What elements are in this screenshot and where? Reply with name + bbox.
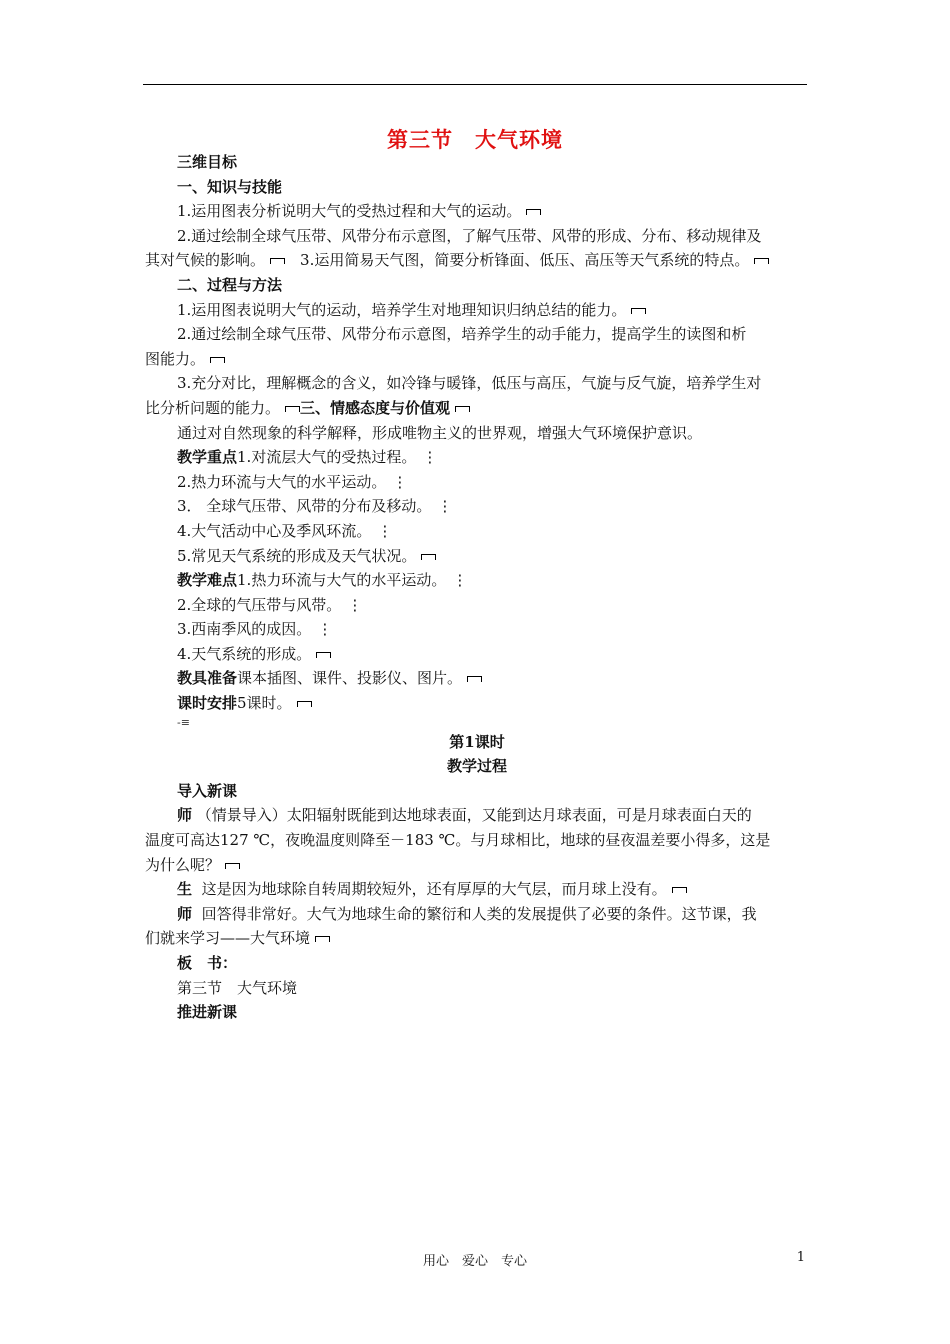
schedule-line: 课时安排5课时。 [145,691,809,716]
process-title: 教学过程 [446,757,507,776]
dots-icon: ⋮ [317,620,333,639]
dots-icon: ⋮ [377,521,393,540]
edit-mark-icon [315,936,330,942]
process-item-2: 2.通过绘制全球气压带、风带分布示意图，培养学生的动手能力，提高学生的读图和析 [177,325,747,344]
document-body [145,150,809,1025]
knowledge-item-2: 2.通过绘制全球气压带、风带分布示意图，了解气压带、风带的形成、分布、移动规律及 [177,226,762,245]
edit-mark-icon [297,701,312,707]
difficulty-4: 4.天气系统的形成。 [145,642,809,667]
dots-icon: ⋮ [422,448,438,467]
page-number: 1 [796,1250,805,1265]
goals-heading: 三维目标 [177,153,238,171]
process-item-3-cont: 比分析问题的能力。 三、情感态度与价值观 [145,396,809,421]
edit-mark-icon [270,258,285,264]
edit-mark-icon [285,406,300,412]
edit-mark-icon [754,258,769,264]
dots-icon: ⋮ [392,472,408,491]
knowledge-item-2-cont: 其对气候的影响。 3.运用简易天气图，简要分析锋面、低压、高压等天气系统的特点。 [145,248,809,273]
dots-icon: ⋮ [452,571,468,590]
difficulty-2: 2.全球的气压带与风带。 ⋮ [145,593,809,618]
edit-mark-icon [316,652,331,658]
student-speech: 生 这是因为地球除自转周期较短外，还有厚厚的大气层，而月球上没有。 [145,877,809,902]
process-item-3: 3.充分对比，理解概念的含义，如冷锋与暖锋，低压与高压，气旋与反气旋，培养学生对 [177,374,762,393]
header-rule [143,84,807,85]
key-point-4: 4.大气活动中心及季风环流。 ⋮ [145,519,809,544]
process-heading: 二、过程与方法 [177,275,283,294]
intro-heading: 导入新课 [177,781,238,800]
page-footer: 用心 爱心 专心 [422,1254,527,1269]
edit-mark-icon [421,554,436,560]
teacher-speech-2: 师 回答得非常好。大气为地球生命的繁衍和人类的发展提供了必要的条件。这节课，我 [177,904,757,923]
teacher-speech-cont-2: 为什么呢？ [145,853,809,878]
lesson-title: 第1课时 [449,732,505,751]
key-point-2: 2.热力环流与大气的水平运动。 ⋮ [145,470,809,495]
knowledge-heading: 一、知识与技能 [177,177,283,196]
board-text: 第三节 大气环境 [177,978,298,997]
edit-mark-icon [467,676,482,682]
edit-mark-icon [631,308,646,314]
edit-mark-icon [672,887,687,893]
difficulty-3: 3.西南季风的成因。 ⋮ [145,617,809,642]
edit-mark-icon [526,209,541,215]
edit-mark-icon [455,406,470,412]
teacher-speech-2-cont: 们就来学习——大气环境 [145,926,809,951]
dots-icon: ⋮ [437,497,453,516]
tools-line: 教具准备课本插图、课件、投影仪、图片。 [145,666,809,691]
edit-mark-icon [210,357,225,363]
key-point-3: 3． 全球气压带、风带的分布及移动。 ⋮ [145,494,809,519]
board-label: 板 书： [177,954,238,972]
edit-mark-icon [225,863,240,869]
emotion-item-1: 通过对自然现象的科学解释，形成唯物主义的世界观，增强大气环境保护意识。 [177,423,703,442]
teacher-speech-cont-1: 温度可高达127 ℃，夜晚温度则降至－183 ℃。与月球相比，地球的昼夜温差要小得多，这是 [145,831,771,850]
small-mark: -≡ [177,715,190,729]
process-item-1: 1.运用图表说明大气的运动，培养学生对地理知识归纳总结的能力。 [145,298,809,323]
emotion-heading: 三、情感态度与价值观 [300,398,451,417]
key-point-5: 5.常见天气系统的形成及天气状况。 [145,544,809,569]
process-item-2-cont: 图能力。 [145,347,809,372]
knowledge-item-1: 1.运用图表分析说明大气的受热过程和大气的运动。 [145,199,809,224]
document-title: 第三节 大气环境 [387,127,563,152]
teacher-speech: 师 （情景导入）太阳辐射既能到达地球表面，又能到达月球表面，可是月球表面白天的 [177,806,752,825]
advance-heading: 推进新课 [177,1003,238,1022]
difficulty-1: 教学难点1.热力环流与大气的水平运动。 ⋮ [145,568,809,593]
key-point-1: 教学重点1.对流层大气的受热过程。 ⋮ [145,445,809,470]
dots-icon: ⋮ [347,595,363,614]
